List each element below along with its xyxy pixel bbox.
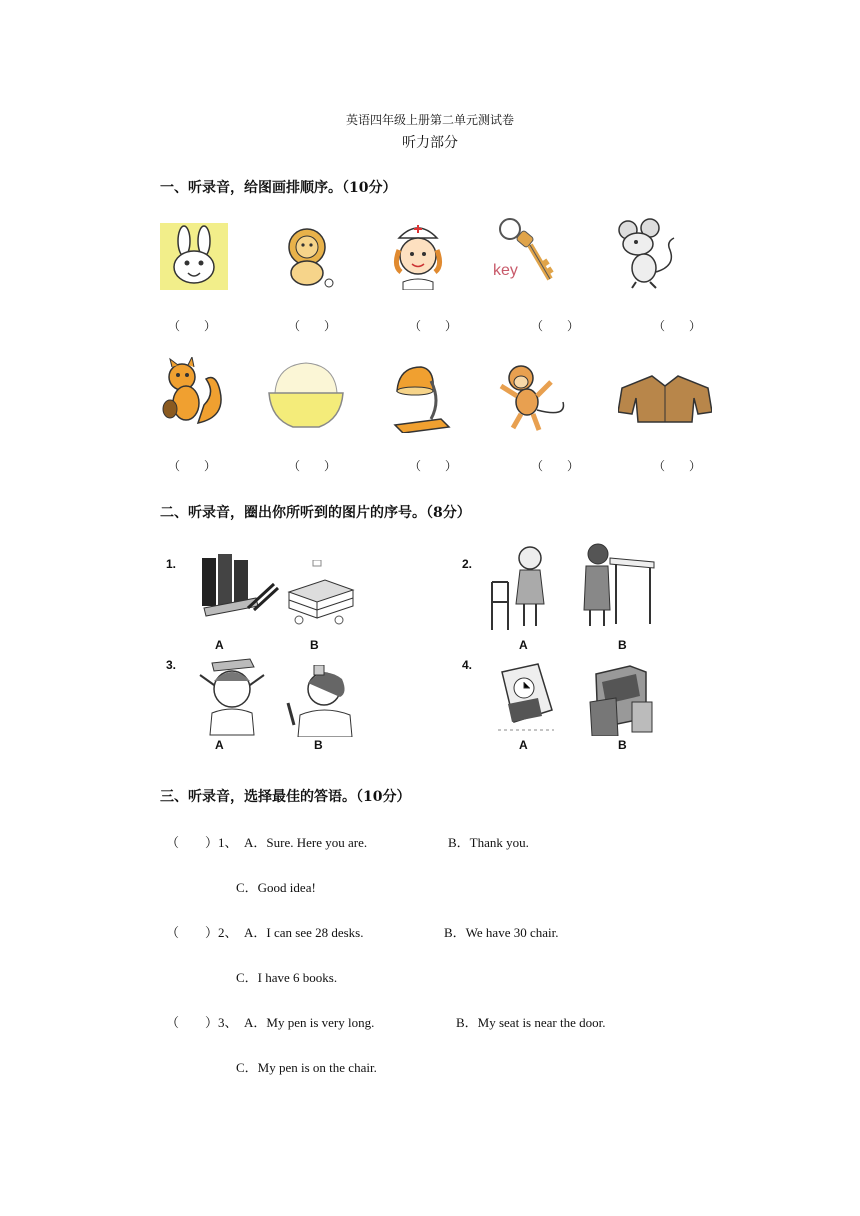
answer-paren[interactable]: （ ）	[168, 319, 217, 333]
option-c: C．I have 6 books.	[236, 970, 338, 985]
item-number: 1.	[166, 557, 177, 571]
option-a: A．My pen is very long.	[244, 1015, 375, 1030]
item-number: 2.	[462, 557, 473, 571]
option-b: B．Thank you.	[448, 835, 529, 850]
option-a-label: A	[519, 638, 528, 652]
key-caption: key	[493, 262, 518, 279]
page-subtitle: 听力部分	[402, 135, 458, 151]
option-b: B．My seat is near the door.	[456, 1015, 606, 1030]
mouse-picture	[612, 216, 680, 290]
girl-desk-picture[interactable]	[580, 540, 658, 630]
option-c: C．Good idea!	[236, 880, 316, 895]
option-a-label: A	[519, 738, 528, 752]
lamp-picture	[391, 361, 453, 433]
squirrel-picture	[160, 357, 226, 429]
books-standing-picture[interactable]	[196, 548, 282, 618]
option-b-label: B	[310, 638, 319, 652]
item-number: 3.	[166, 658, 177, 672]
rabbit-picture	[160, 223, 228, 290]
answer-paren[interactable]: （ ）	[409, 459, 458, 473]
option-a: A．I can see 28 desks.	[244, 925, 364, 940]
answer-paren[interactable]: （ ）	[531, 319, 580, 333]
option-a-label: A	[215, 738, 224, 752]
lion-picture	[277, 225, 339, 289]
nurse-picture	[385, 220, 451, 290]
answer-paren[interactable]: （ ）	[531, 459, 580, 473]
question-prefix[interactable]: （ ）2、	[166, 925, 238, 940]
desk-bag-picture[interactable]	[586, 662, 658, 736]
answer-paren[interactable]: （ ）	[409, 319, 458, 333]
option-b: B．We have 30 chair.	[444, 925, 559, 940]
bag-clock-picture[interactable]	[494, 660, 558, 736]
girl-chair-picture[interactable]	[486, 542, 558, 634]
answer-paren[interactable]: （ ）	[168, 459, 217, 473]
boy-pencil-picture[interactable]	[284, 665, 356, 737]
section-1-heading: 一、听录音，给图画排顺序。（10分）	[160, 180, 397, 196]
option-a: A．Sure. Here you are.	[244, 835, 368, 850]
section-3-heading: 三、听录音，选择最佳的答语。（10分）	[160, 789, 411, 805]
answer-paren[interactable]: （ ）	[653, 319, 702, 333]
boy-book-on-head-picture[interactable]	[196, 655, 268, 737]
option-b-label: B	[618, 738, 627, 752]
page-title: 英语四年级上册第二单元测试卷	[345, 113, 514, 127]
option-c: C．My pen is on the chair.	[236, 1060, 377, 1075]
option-a-label: A	[215, 638, 224, 652]
books-stacked-picture[interactable]	[285, 560, 357, 626]
item-number: 4.	[462, 658, 473, 672]
jacket-picture	[618, 372, 712, 424]
rice-bowl-picture	[267, 359, 345, 431]
answer-paren[interactable]: （ ）	[288, 319, 337, 333]
question-prefix[interactable]: （ ）1、	[166, 835, 238, 850]
question-prefix[interactable]: （ ）3、	[166, 1015, 238, 1030]
key-picture	[492, 213, 556, 289]
option-b-label: B	[314, 738, 323, 752]
option-b-label: B	[618, 638, 627, 652]
section-2-heading: 二、听录音，圈出你所听到的图片的序号。（8分）	[160, 505, 471, 521]
monkey-picture	[497, 362, 569, 432]
answer-paren[interactable]: （ ）	[288, 459, 337, 473]
answer-paren[interactable]: （ ）	[653, 459, 702, 473]
